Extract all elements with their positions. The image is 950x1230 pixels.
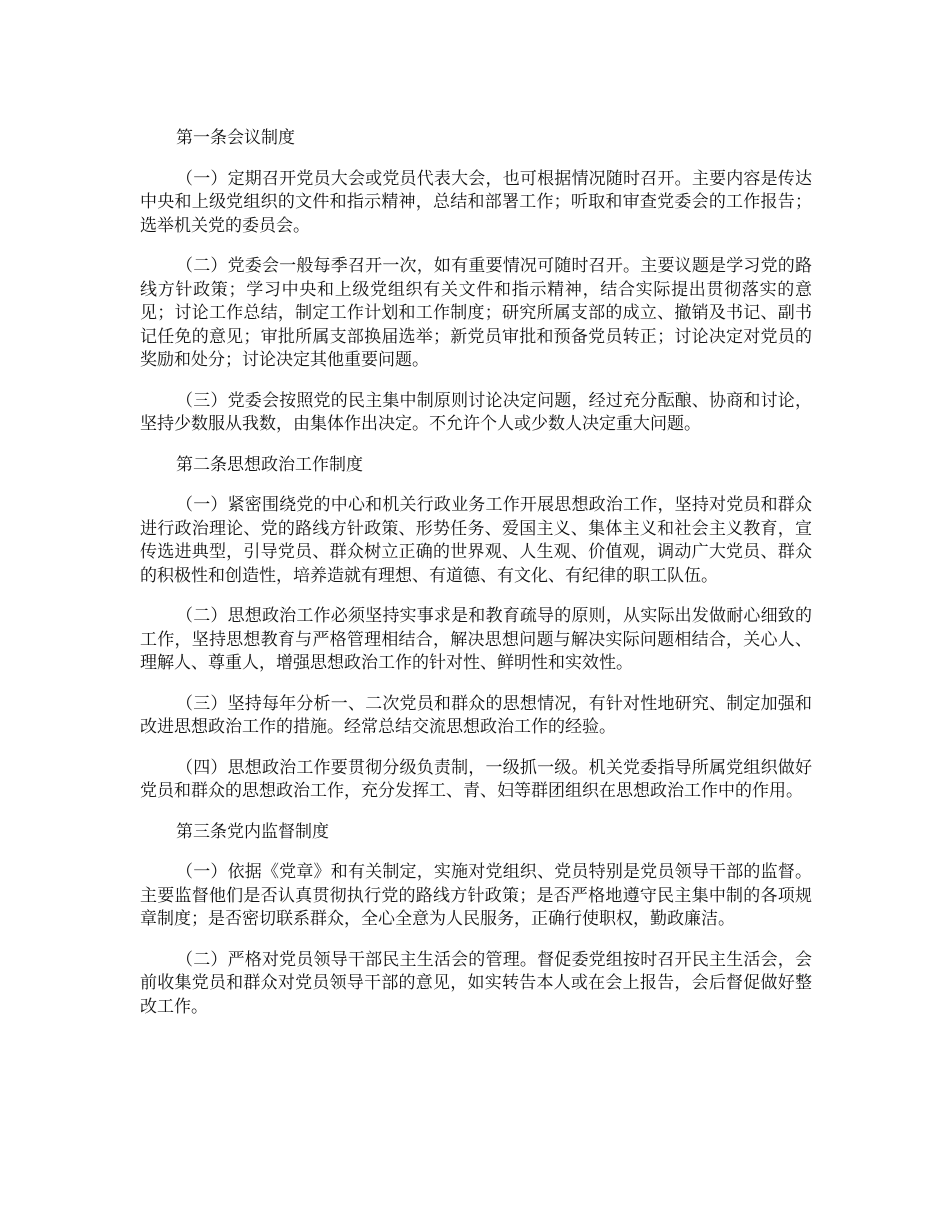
paragraph: （二）严格对党员领导干部民主生活会的管理。督促委党组按时召开民主生活会，会前收集党员和群众对党员领导干部的意见，如实转告本人或在会上报告，会后督促做好整改工作。 bbox=[140, 949, 812, 1017]
section-meeting-system bbox=[140, 127, 812, 437]
section-heading: 第三条党内监督制度 bbox=[176, 821, 329, 842]
document-body bbox=[140, 127, 812, 1036]
section-ideological-work-system bbox=[140, 454, 812, 804]
paragraph: （三）党委会按照党的民主集中制原则讨论决定问题，经过充分酝酿、协商和讨论，坚持少数服从我数，由集体作出决定。不允许个人或少数人决定重大问题。 bbox=[140, 390, 812, 434]
paragraph: （一）依据《党章》和有关制定，实施对党组织、党员特别是党员领导干部的监督。主要监督他们是否认真贯彻执行党的路线方针政策；是否严格地遵守民主集中制的各项规章制度；是否密切联系群众，全心全意为人民服务，正确行使职权，勤政廉洁。 bbox=[140, 862, 812, 929]
paragraph: （一）定期召开党员大会或党员代表大会，也可根据情况随时召开。主要内容是传达中央和上级党组织的文件和指示精神，总结和部署工作；听取和审查党委会的工作报告；选举机关党的委员会。 bbox=[140, 168, 812, 236]
section-supervision-system bbox=[140, 821, 812, 1020]
section-heading: 第一条会议制度 bbox=[176, 128, 295, 148]
paragraph: （四）思想政治工作要贯彻分级负责制，一级抓一级。机关党委指导所属党组织做好党员和群众的思想政治工作，充分发挥工、青、妇等群团组织在思想政治工作中的作用。 bbox=[140, 757, 812, 801]
paragraph: （一）紧密围绕党的中心和机关行政业务工作开展思想政治工作，坚持对党员和群众进行政治理论、党的路线方针政策、形势任务、爱国主义、集体主义和社会主义教育，宣传选进典型，引导党员、群众树立正确的世界观、人生观、价值观，调动广大党员、群众的积极性和创造性，培养造就有理想、有道德、有文化、有纪律的职工队伍。 bbox=[140, 495, 812, 586]
paragraph: （三）坚持每年分析一、二次党员和群众的思想情况，有针对性地研究、制定加强和改进思想政治工作的措施。经常总结交流思想政治工作的经验。 bbox=[140, 693, 812, 737]
paragraph: （二）党委会一般每季召开一次，如有重要情况可随时召开。主要议题是学习党的路线方针政策；学习中央和上级党组织有关文件和指示精神，结合实际提出贯彻落实的意见；讨论工作总结，制定工作计划和工作制度；研究所属支部的成立、撤销及书记、副书记任免的意见；审批所属支部换届选举；新党员审批和预备党员转正；讨论决定对党员的奖励和处分；讨论决定其他重要问题。 bbox=[140, 256, 812, 370]
paragraph: （二）思想政治工作必须坚持实事求是和教育疏导的原则，从实际出发做耐心细致的工作，坚持思想教育与严格管理相结合，解决思想问题与解决实际问题相结合，关心人、理解人、尊重人，增强思想政治工作的针对性、鲜明性和实效性。 bbox=[140, 606, 812, 673]
section-heading: 第二条思想政治工作制度 bbox=[176, 454, 363, 475]
